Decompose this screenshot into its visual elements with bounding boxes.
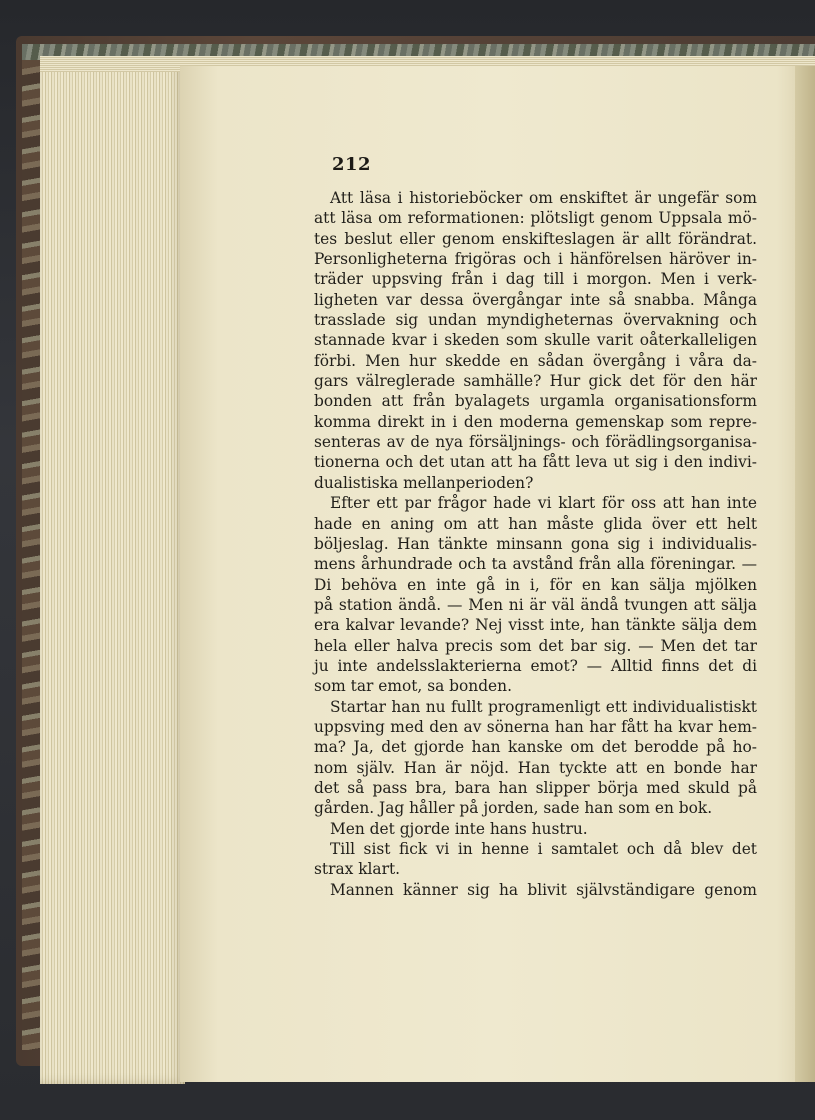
text-line: som tar emot, sa bonden. [314,677,512,696]
text-line: stannade kvar i skeden som skulle varit oåterkalleligen [314,331,757,350]
text-line: Att läsa i historieböcker om enskiftet är ungefär som [330,189,757,207]
text-line: tionerna och det utan att ha fått leva ut sig i den indivi- [314,453,757,472]
text-line: uppsving med den av sönerna han har fått ha kvar hem- [314,717,757,736]
text-line: Efter ett par frågor hade vi klart för oss att han inte [330,494,757,513]
text-line: era kalvar levande? Nej visst inte, han tänkte sälja dem [314,616,757,635]
text-line: gården. Jag håller på jorden, sade han som en bok. [314,799,713,818]
text-line: ju inte andelsslakterierna emot? — Alltid finns det di [314,656,757,675]
text-line: Men det gjorde inte hans hustru. [330,819,588,838]
page-block-edge [40,58,185,1084]
text-line: det så pass bra, bara han slipper börja med skuld på [314,778,757,797]
text-line: tes beslut eller genom enskifteslagen är allt förändrat. [314,229,757,248]
text-line: att läsa om reformationen: plötsligt genom Uppsala mö- [314,209,757,228]
text-line: Mannen känner sig ha blivit självständigare genom [330,880,757,899]
text-line: ligheten var dessa övergångar inte så snabba. Många [314,290,757,309]
text-line: senteras av de nya försäljnings- och förädlingsorganisa- [314,433,757,452]
text-line: träder uppsving från i dag till i morgon. Men i verk- [314,270,757,289]
text-line: böljeslag. Han tänkte minsann gona sig i individualis- [314,534,757,553]
text-line: trasslade sig undan myndigheternas övervakning och [314,311,757,330]
text-line: dualistiska mellanperioden? [314,473,534,492]
text-line: Till sist fick vi in henne i samtalet och då blev det [330,840,757,858]
text-line: komma direkt in i den moderna gemenskap som repre- [314,412,757,431]
text-line: ma? Ja, det gjorde han kanske om det berodde på ho- [314,738,757,757]
page-right-edge [795,66,815,1082]
text-line: Di behöva en inte gå in i, för en kan sälja mjölken [314,575,757,594]
text-line: Personligheterna frigöras och i hänförelsen häröver in- [314,250,757,269]
text-line: förbi. Men hur skedde en sådan övergång i våra da- [314,351,757,370]
page-number: 212 [332,154,372,175]
body-text [314,188,757,900]
text-line: mens århundrade och ta avstånd från alla föreningar. — [314,555,757,574]
text-line: nom själv. Han är nöjd. Han tyckte att en bonde har [314,758,757,777]
text-line: på station ändå. — Men ni är väl ändå tvungen att sälja [314,595,757,614]
text-line: bonden att från byalagets urgamla organisationsform [314,392,757,411]
text-line: gars välreglerade samhälle? Hur gick det för den här [314,372,757,391]
text-line: Startar han nu fullt programenligt ett individualistiskt [330,697,757,716]
text-line: hade en aning om att han måste glida över ett helt [314,514,757,533]
text-line: strax klart. [314,860,401,879]
text-line: hela eller halva precis som det bar sig. — Men det tar [314,636,757,655]
